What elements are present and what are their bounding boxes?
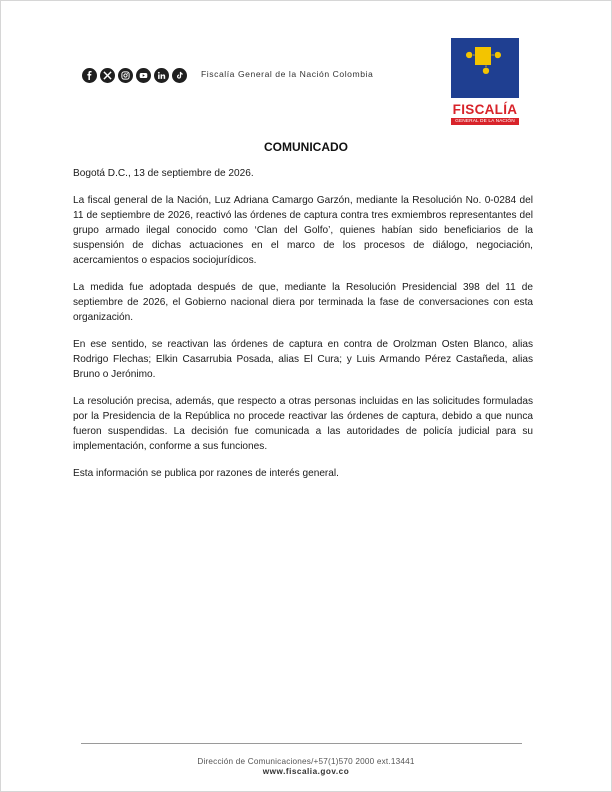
puzzle-piece-icon	[465, 43, 505, 93]
logo-band: GENERAL DE LA NACIÓN	[451, 118, 519, 125]
paragraph-3: En ese sentido, se reactivan las órdenes de captura en contra de Orolzman Osten Blanco, alias Rodrigo Flechas; Elkin Casarrubia Posada, alias El Cura; y Luis Armando Pérez Castañeda, alias Bruno o Jerónimo.	[73, 339, 533, 380]
footer-divider	[81, 743, 522, 744]
paragraph-2: La medida fue adoptada después de que, mediante la Resolución Presidencial 398 del 11 de septiembre de 2026, el Gobierno nacional diera por terminada la fase de conversaciones con esta organización.	[73, 282, 533, 323]
paragraph-1: La fiscal general de la Nación, Luz Adriana Camargo Garzón, mediante la Resolución No. 0-0284 del 11 de septiembre de 2026, reactivó las órdenes de captura contra tres exmiembros representantes del grupo armado ilegal conocido como ‘Clan del Golfo’, quienes habían sido beneficiarios de la suspensión de dichas actuaciones en el marco de los procesos de diálogo, negociación, acercamientos o espacios sociojurídicos.	[73, 195, 533, 266]
paragraph-5: Esta información se publica por razones de interés general.	[73, 468, 339, 479]
fiscalia-logo	[451, 38, 519, 130]
youtube-icon[interactable]	[136, 68, 151, 83]
x-icon[interactable]	[100, 68, 115, 83]
tiktok-icon[interactable]	[172, 68, 187, 83]
facebook-icon[interactable]	[82, 68, 97, 83]
paragraph-4: La resolución precisa, además, que respecto a otras personas incluidas en las solicitudes formuladas por la Presidencia de la República no procede reactivar las órdenes de captura, debido a que nunca fueron suspendidas. La decisión fue comunicada a las autoridades de policía judicial para su implementación, conforme a sus funciones.	[73, 396, 533, 452]
instagram-icon[interactable]	[118, 68, 133, 83]
social-icons-row	[82, 66, 187, 84]
footer-contact: Dirección de Comunicaciones/+57(1)570 2000 ext.13441	[197, 757, 415, 766]
logo-puzzle-mark	[451, 38, 519, 98]
logo-wordmark: FISCALÍA	[452, 102, 518, 117]
document-title: COMUNICADO	[264, 140, 348, 154]
document-body	[73, 166, 533, 493]
org-name: Fiscalía General de la Nación Colombia	[201, 69, 374, 79]
linkedin-icon[interactable]	[154, 68, 169, 83]
date-line: Bogotá D.C., 13 de septiembre de 2026.	[73, 168, 254, 179]
footer-website-link[interactable]: www.fiscalia.gov.co	[262, 767, 350, 776]
